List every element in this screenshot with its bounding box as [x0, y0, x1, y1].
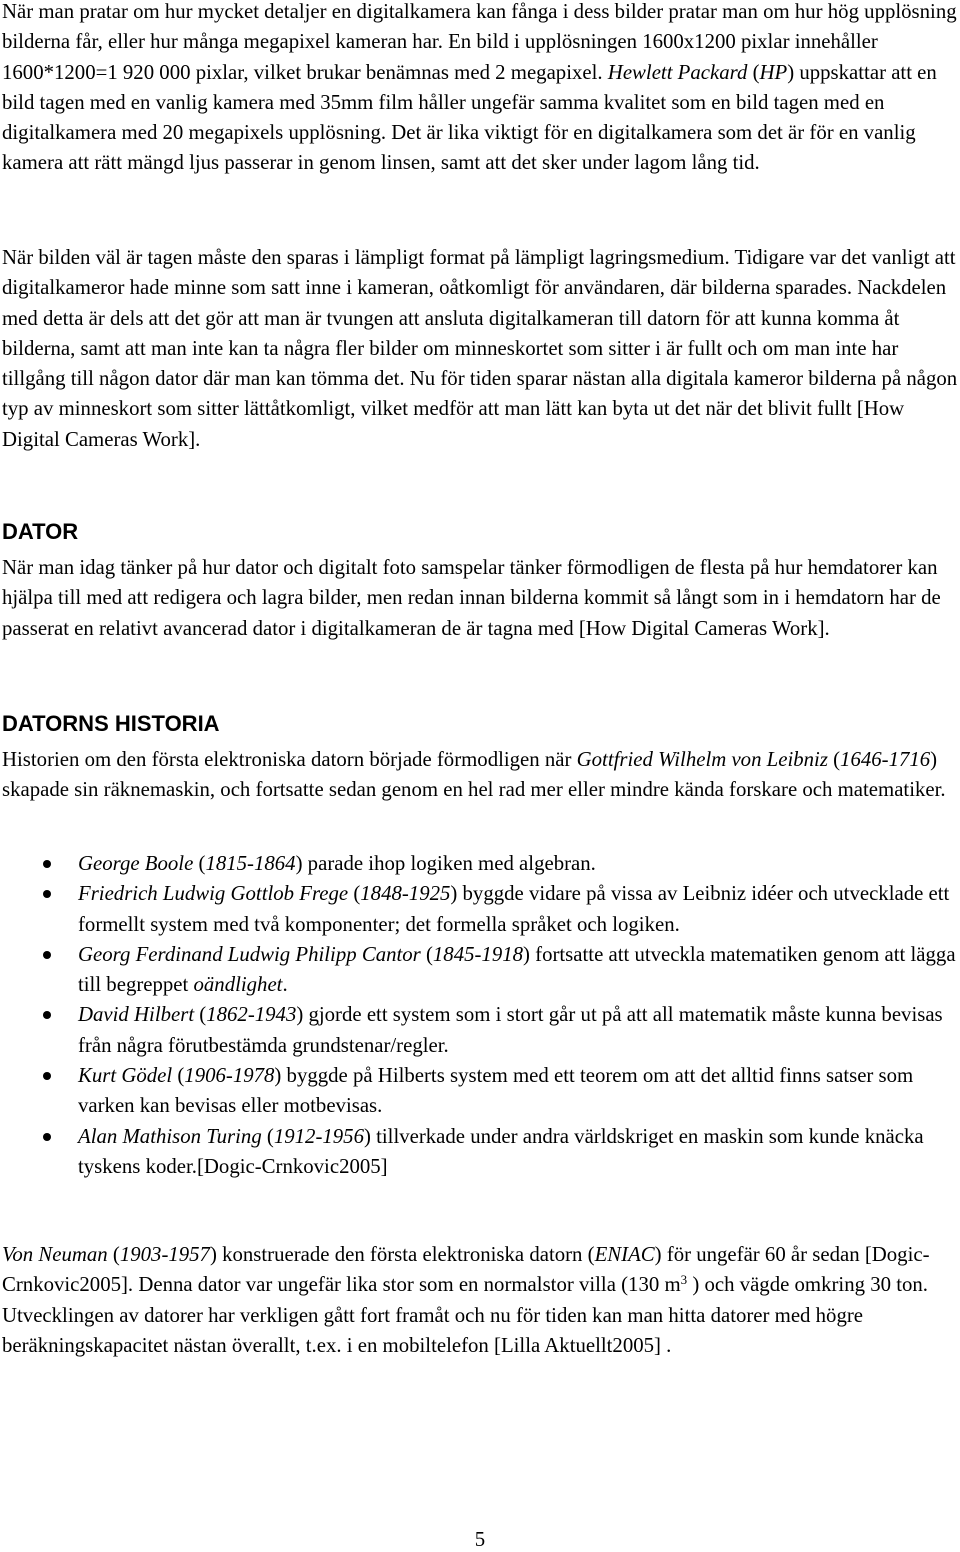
text-run: ( [194, 1003, 207, 1027]
text-run: ) parade ihop logiken med algebran. [295, 852, 596, 875]
section-historia [2, 711, 958, 737]
italic-name: Friedrich Ludwig Gottlob Frege [78, 882, 349, 906]
italic-name: Kurt Gödel [78, 1064, 173, 1088]
bullet-dot-icon [43, 860, 51, 868]
italic-abbr: ENIAC [594, 1243, 655, 1266]
text-run: Historien om den första elektroniska datorn började förmodligen när [2, 748, 577, 771]
italic-years: 1848-1925 [360, 882, 451, 906]
italic-name: Alan Mathison Turing [78, 1124, 262, 1148]
text-run: ) fortsatte att utveckla matematiken genom att lägga till begreppet [78, 942, 956, 997]
text-run: ( [107, 1243, 120, 1266]
text-run: . [282, 973, 288, 997]
text-run: ( [172, 1064, 185, 1088]
italic-term: oändlighet [193, 973, 283, 997]
text-run: ( [827, 748, 841, 771]
bullet-list-container [2, 849, 958, 1182]
text-run: ) konstruerade den första elektroniska datorn ( [209, 1243, 595, 1266]
bullet-item [2, 849, 958, 879]
italic-abbr: HP [759, 60, 788, 84]
bullet-item [2, 879, 958, 940]
section-dator [2, 519, 958, 545]
text-run: ( [747, 60, 760, 84]
italic-name: Von Neuman [2, 1243, 108, 1266]
italic-name: Gottfried Wilhelm von Leibniz [576, 748, 828, 771]
paragraph-text: När man idag tänker på hur dator och digitalt foto samspelar tänker förmodligen de flesta på hur hemdatorer kan hjälpa till med att redigera och lagra bilder, men redan innan bilderna kommit så långt som in i hemdatorn har de passerat en relativt avancerad dator i digitalkameran de är tagna med [How Digital Cameras Work]. [2, 556, 941, 640]
text-run: ) gjorde ett system som i stort går ut på att all matematik måste kunna bevisas från några förutbestämda grundstenar/regler. [78, 1003, 943, 1057]
italic-years: 1646-1716 [840, 748, 931, 771]
paragraph-text [2, 745, 958, 806]
paragraph-text [2, 1240, 958, 1361]
paragraph-text [2, 0, 958, 179]
paragraph-historia-intro [2, 745, 958, 806]
bullet-item [2, 1000, 958, 1061]
bullet-item [2, 1061, 958, 1122]
italic-years: 1903-1957 [119, 1243, 210, 1266]
italic-years: 1912-1956 [273, 1124, 364, 1148]
paragraph-dator [2, 553, 958, 644]
text-run: ) byggde vidare på vissa av Leibniz idéer och utvecklade ett formellt system med två komponenter; det formella språket och logiken. [78, 882, 950, 936]
italic-name: George Boole [78, 852, 194, 875]
text-run: ( [261, 1124, 274, 1148]
italic-name: Hewlett Packard [607, 60, 748, 84]
paragraph-von-neuman [2, 1240, 958, 1361]
italic-years: 1862-1943 [206, 1003, 297, 1027]
italic-name: Georg Ferdinand Ludwig Philipp Cantor [78, 942, 421, 966]
bullet-dot-icon [43, 951, 51, 959]
superscript: 3 [680, 1272, 688, 1288]
section-heading: DATOR [2, 519, 79, 544]
italic-years: 1906-1978 [184, 1064, 275, 1088]
italic-years: 1815-1864 [205, 852, 296, 875]
text-run: ( [348, 882, 361, 906]
bullet-dot-icon [43, 1072, 51, 1080]
text-run: ) för ungefär 60 år sedan [Dogic-Crnkovic2005]. Denna dator var ungefär lika stor som en normalstor villa (130 m [2, 1243, 930, 1297]
bullet-item [2, 1122, 958, 1183]
bullet-dot-icon [43, 890, 51, 898]
italic-years: 1845-1918 [432, 942, 524, 966]
paragraph-storage [2, 243, 958, 455]
text-run: ) och vägde omkring 30 ton. Utvecklingen av datorer har verkligen gått fort framåt och nu för tiden kan man hitta datorer med högre beräkningskapacitet nästan överallt, t.ex. i en mobiltelefon [Lilla Aktuellt2005] . [2, 1273, 928, 1357]
text-run: ( [193, 852, 206, 875]
bullet-dot-icon [43, 1133, 51, 1141]
paragraph-text: När bilden väl är tagen måste den sparas i lämpligt format på lämpligt lagringsmedium. Tidigare var det vanligt att digitalkameror hade minne som satt inne i kameran, oåtkomligt för användaren, där bilderna sparades. Nackdelen med detta är dels att det gör att man är tvungen att ansluta digitalkameran till datorn för att kunna komma åt bilderna, samt att man inte kan ta några fler bilder om minneskortet som sitter i är fullt och om man inte har tillgång till någon dator där man kan tömma det. Nu för tiden sparar nästan alla digitala kameror bilderna på någon typ av minneskort som sitter lättåtkomligt, vilket medför att man lätt kan byta ut det när det blivit fullt [How Digital Cameras Work]. [2, 246, 958, 451]
text-run: ) uppskattar att en bild tagen med en vanlig kamera med 35mm film håller ungefär samma kvalitet som en bild tagen med en digitalkamera med 20 megapixels upplösning. Det är lika viktigt för en digitalkamera som det är för en vanlig kamera att rätt mängd ljus passerar in genom linsen, samt att det sker under lagom lång tid. [2, 60, 937, 175]
italic-name: David Hilbert [78, 1003, 195, 1027]
text-run: ) tillverkade under andra världskriget en maskin som kunde knäcka tyskens koder.[Dogic-Crnkovic2005] [78, 1124, 924, 1178]
section-heading: DATORNS HISTORIA [2, 711, 220, 736]
bullet-list [2, 849, 958, 1182]
text-run: ( [420, 942, 433, 966]
bullet-item [2, 940, 958, 1001]
text-run: När man pratar om hur mycket detaljer en digitalkamera kan fånga i dess bilder pratar man om hur hög upplösning bilderna får, eller hur många megapixel kameran har. En bild i upplösningen 1600x1200 pixlar innehåller 1600*1200=1 920 000 pixlar, vilket brukar benämnas med 2 megapixel. [2, 0, 957, 84]
text-run: ) byggde på Hilberts system med ett teorem om att det alltid finns satser som varken kan bevisas eller motbevisas. [78, 1064, 914, 1118]
paragraph-megapixel [2, 0, 958, 179]
text-run: ) skapade sin räknemaskin, och fortsatte sedan genom en hel rad mer eller mindre kända forskare och matematiker. [2, 748, 946, 802]
bullet-dot-icon [43, 1011, 51, 1019]
page-number: 5 [474, 1528, 486, 1551]
